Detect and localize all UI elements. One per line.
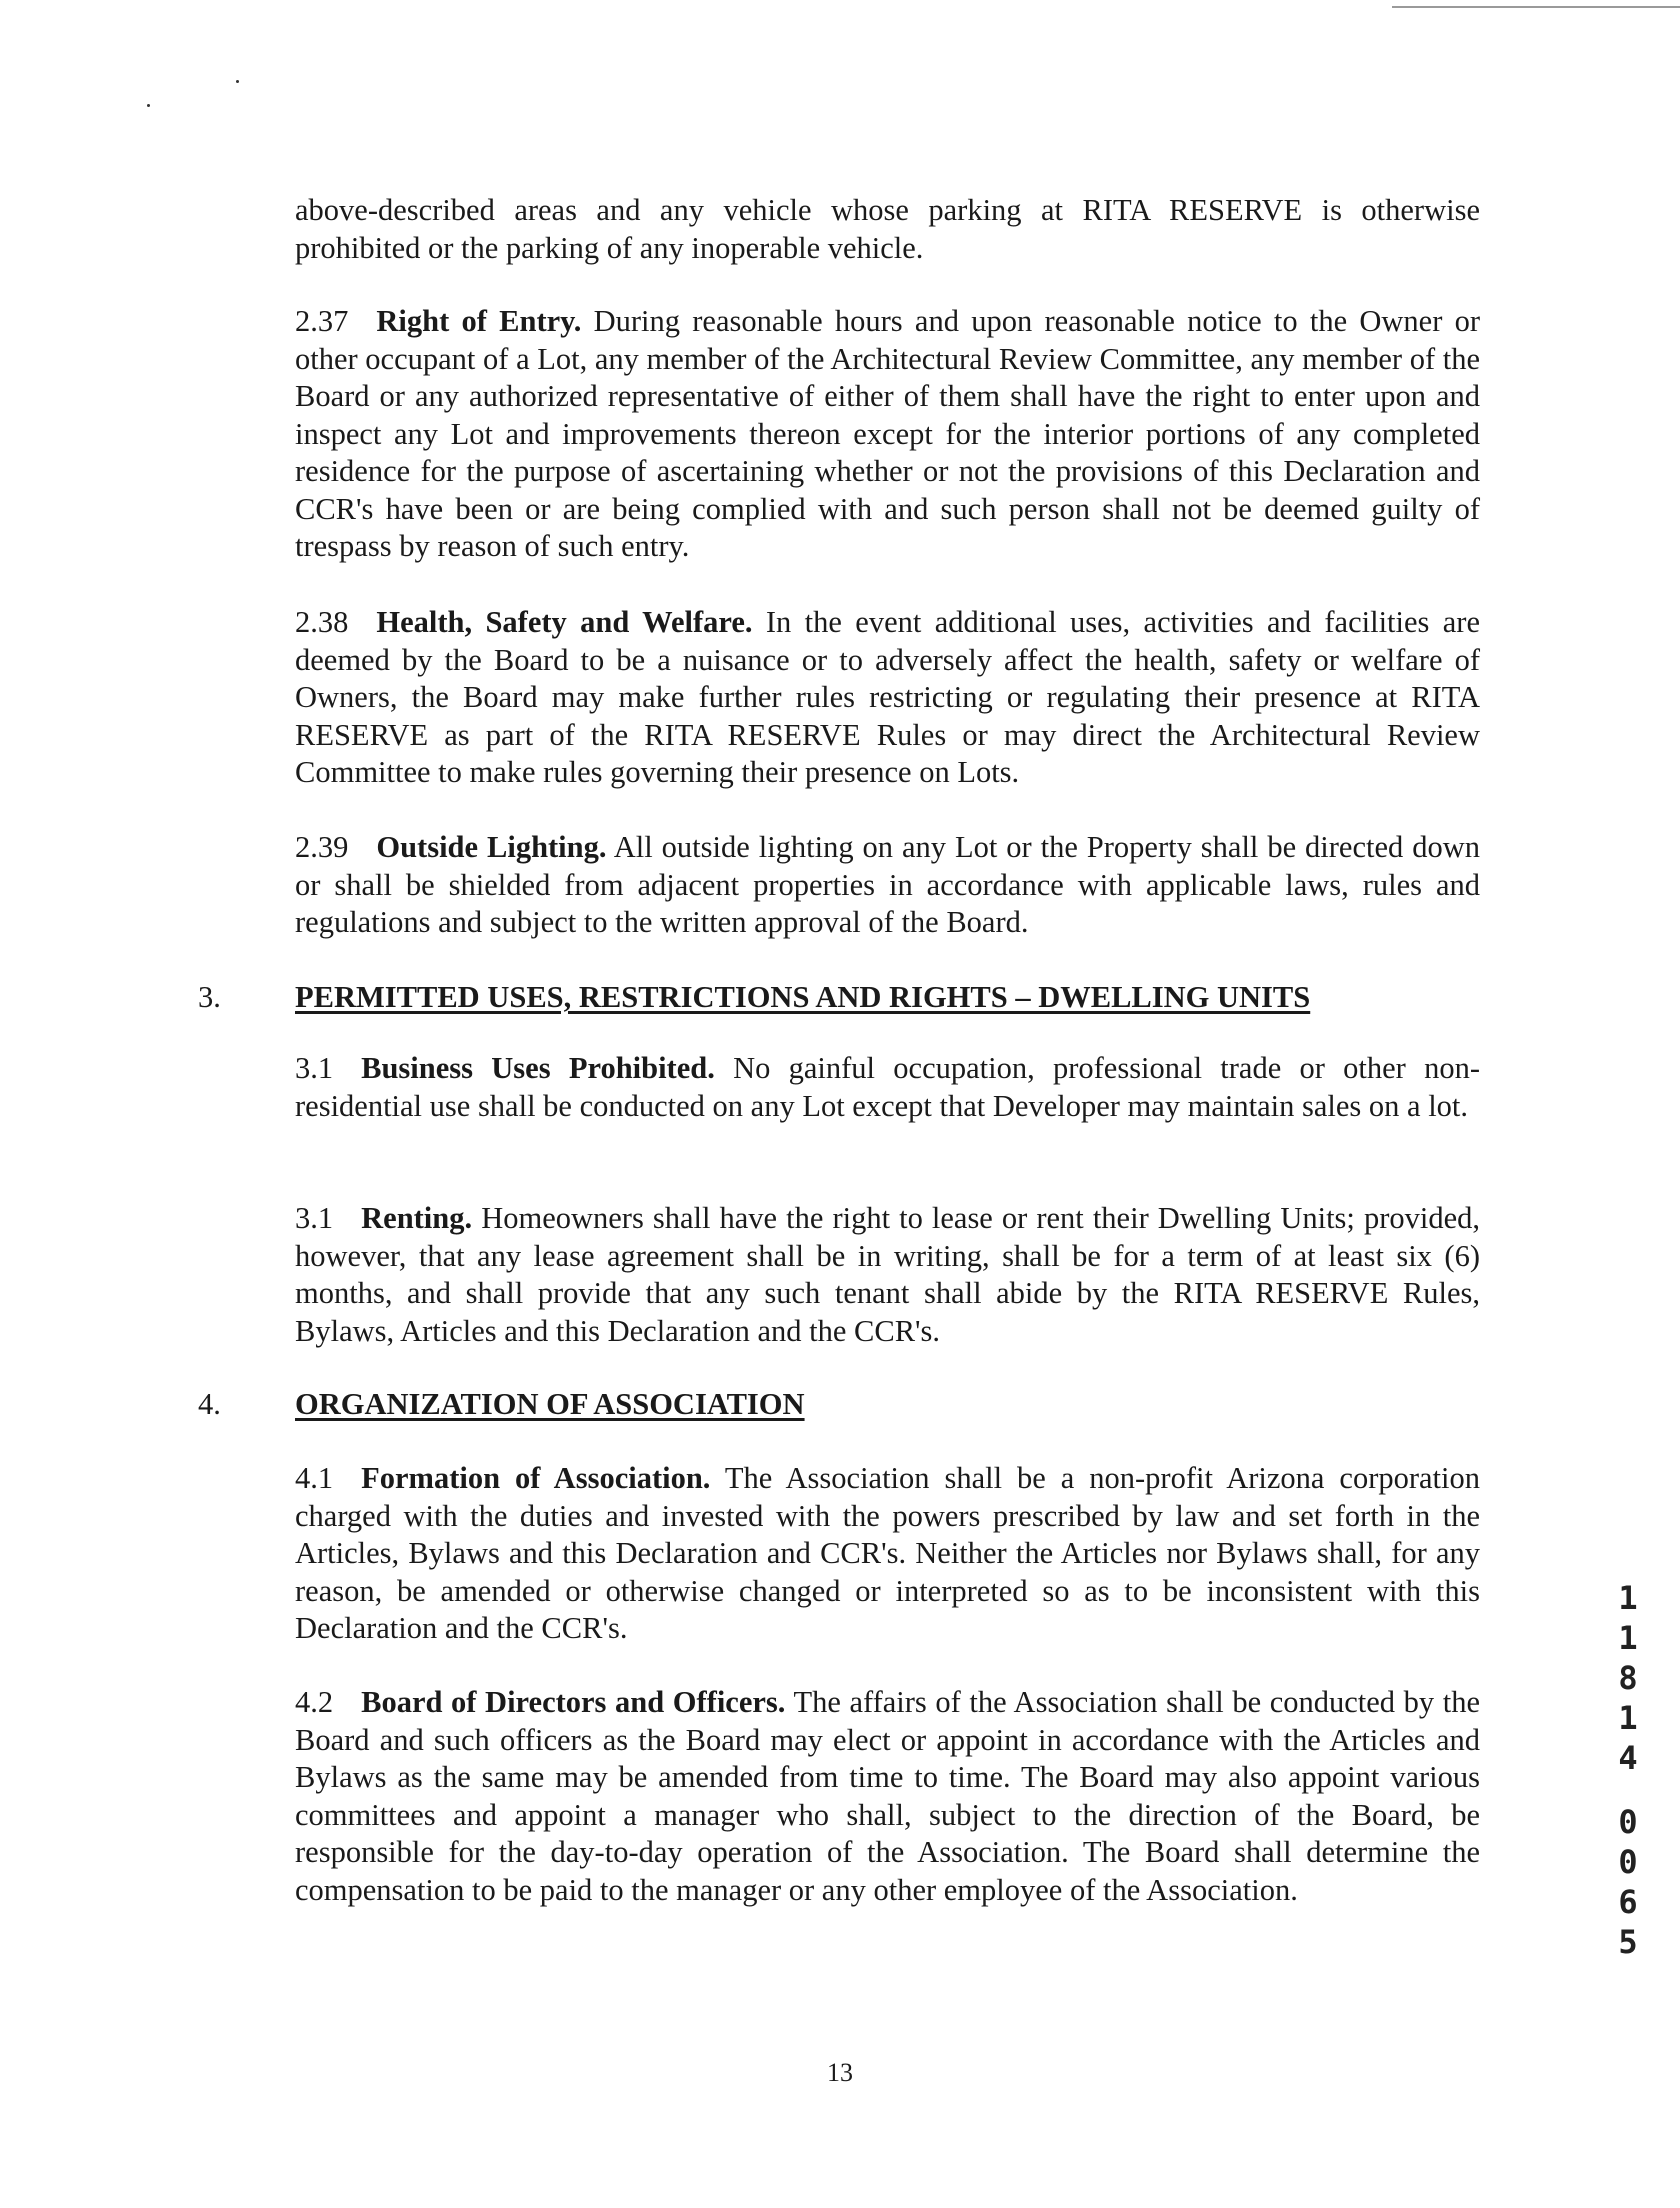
section-text: Homeowners shall have the right to lease or rent their Dwelling Units; provided, however, that any lease agreement shall be in writing, shall be for a term of at least six (6) months, and shall provide that any such tenant shall abide by the RITA RESERVE Rules, Bylaws, Articles and this Declaration and the CCR's. <box>295 1201 1480 1348</box>
stamp-digit: 0 <box>1618 1843 1638 1881</box>
section-title: Business Uses Prohibited. <box>361 1051 715 1085</box>
page-number: 13 <box>827 2058 853 2087</box>
section-2-39 <box>295 829 1480 942</box>
section-title: Outside Lighting. <box>376 830 607 864</box>
section-2-38 <box>295 604 1480 792</box>
section-3-1-business <box>295 1050 1480 1125</box>
section-text: The affairs of the Association shall be conducted by the Board and such officers as the Board may elect or appoint in accordance with the Articles and Bylaws as the same may be amended from time to time. The Board may also appoint various committees and appoint a manager who shall, subject to the direction of the Board, be responsible for the day-to-day operation of the Association. The Board shall determine the compensation to be paid to the manager or any other employee of the Association. <box>295 1685 1480 1907</box>
article-title: PERMITTED USES, RESTRICTIONS AND RIGHTS – DWELLING UNITS <box>295 980 1311 1014</box>
stamp-digit: 4 <box>1618 1739 1638 1777</box>
stamp-digit: 1 <box>1618 1619 1638 1657</box>
top-edge-rule <box>1392 6 1680 8</box>
section-number: 3.1 <box>295 1051 334 1085</box>
section-text: All outside lighting on any Lot or the Property shall be directed down or shall be shielded from adjacent properties in accordance with applicable laws, rules and regulations and subject to the written approval of the Board. <box>295 830 1480 939</box>
article-heading-4 <box>198 1385 805 1423</box>
section-title: Renting. <box>361 1201 473 1235</box>
stamp-digit: 1 <box>1618 1699 1638 1737</box>
article-number: 4. <box>198 1387 221 1421</box>
stamp-gap <box>1608 1778 1648 1802</box>
section-title: Health, Safety and Welfare. <box>376 605 753 639</box>
section-number: 2.38 <box>295 605 349 639</box>
article-number: 3. <box>198 980 221 1014</box>
section-text: In the event additional uses, activities and facilities are deemed by the Board to be a nuisance or to adversely affect the health, safety or welfare of Owners, the Board may make further rules restricting or regulating their presence at RITA RESERVE as part of the RITA RESERVE Rules or may direct the Architectural Review Committee to make rules governing their presence on Lots. <box>295 605 1481 789</box>
section-number: 3.1 <box>295 1201 334 1235</box>
stamp-digit: 0 <box>1618 1803 1638 1841</box>
section-title: Right of Entry. <box>376 304 582 338</box>
section-number: 4.2 <box>295 1685 334 1719</box>
scan-speck <box>236 80 239 83</box>
scan-speck <box>147 104 150 107</box>
section-number: 2.37 <box>295 304 349 338</box>
section-number: 2.39 <box>295 830 349 864</box>
stamp-digit: 5 <box>1618 1923 1638 1961</box>
section-4-2 <box>295 1684 1480 1909</box>
section-title: Formation of Association. <box>361 1461 711 1495</box>
section-text: No gainful occupation, professional trade or other non-residential use shall be conducted on any Lot except that Developer may maintain sales on a lot. <box>295 1051 1480 1123</box>
recording-number-stamp <box>1608 1578 1648 1962</box>
continuation-paragraph: above-described areas and any vehicle whose parking at RITA RESERVE is otherwise prohibited or the parking of any inoperable vehicle. <box>295 193 1480 265</box>
stamp-digit: 1 <box>1618 1579 1638 1617</box>
article-title: ORGANIZATION OF ASSOCIATION <box>295 1387 805 1421</box>
section-title: Board of Directors and Officers. <box>361 1685 786 1719</box>
stamp-digit: 6 <box>1618 1883 1638 1921</box>
section-text: During reasonable hours and upon reasonable notice to the Owner or other occupant of a Lot, any member of the Architectural Review Committee, any member of the Board or any authorized representative of either of them shall have the right to enter upon and inspect any Lot and improvements thereon except for the interior portions of any completed residence for the purpose of ascertaining whether or not the provisions of this Declaration and CCR's have been or are being complied with and such person shall not be deemed guilty of trespass by reason of such entry. <box>295 304 1480 563</box>
section-2-37 <box>295 303 1480 566</box>
stamp-digit: 8 <box>1618 1659 1638 1697</box>
section-text: The Association shall be a non-profit Arizona corporation charged with the duties and invested with the powers prescribed by law and set forth in the Articles, Bylaws and this Declaration and CCR's. Neither the Articles nor Bylaws shall, for any reason, be amended or otherwise changed or interpreted so as to be inconsistent with this Declaration and the CCR's. <box>295 1461 1480 1645</box>
article-heading-3 <box>198 978 1310 1016</box>
section-4-1 <box>295 1460 1480 1648</box>
section-3-1-renting <box>295 1200 1480 1350</box>
section-number: 4.1 <box>295 1461 334 1495</box>
